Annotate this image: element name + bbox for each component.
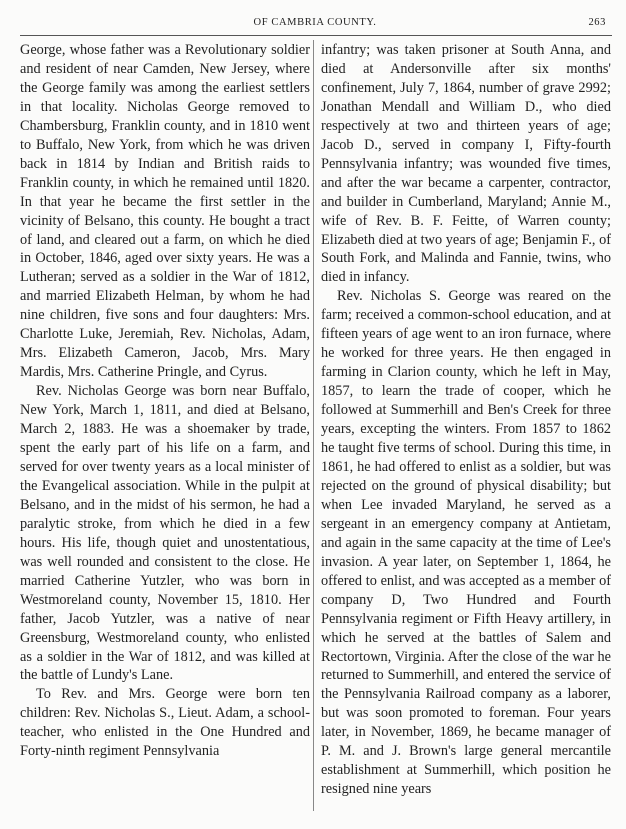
paragraph: Rev. Nicholas George was born near Buffalo, New York, March 1, 1811, and died at Belsano, March 2, 1883. He was a shoemaker by trade, spent the early part of his life on a farm, and served for over twenty years as a local minister of the Evangelical association. While in the pulpit at Belsano, and in the midst of his sermon, he had a paralytic stroke, from which he died in a few hours. His life, though quiet and unostentatious, was well rounded and consistent to the close. He married Catherine Yutzler, who was born in Westmoreland county, November 15, 1810. Her father, Jacob Yutzler, was a native of near Greensburg, Westmoreland county, who enlisted as a soldier in the War of 1812, and was killed at the battle of Lundy's Lane. <box>20 383 310 684</box>
running-title: OF CAMBRIA COUNTY. <box>253 17 377 28</box>
paragraph: George, whose father was a Revolutionary soldier and resident of near Camden, New Jersey, where the George family was among the earliest settlers in that locality. Nicholas George removed to Chambersburg, Franklin county, and in 1810 went to Buffalo, New York, from which he was driven back in 1814 by Indian and British raids to Franklin county, in which he remained until 1820. In that year he became the first settler in the vicinity of Belsano, this county. He bought a tract of land, and cleared out a farm, on which he died in October, 1846, aged over sixty years. He was a Lutheran; served as a soldier in the War of 1812, and married Elizabeth Helman, by whom he had nine children, five sons and four daughters: Mrs. Charlotte Luke, Jeremiah, Rev. Nicholas, Adam, Mrs. Elizabeth Cameron, Jacob, Mrs. Mary Mardis, Mrs. Catherine Pringle, and Cyrus. <box>20 42 310 381</box>
paragraph: infantry; was taken prisoner at South Anna, and died at Andersonville after six months' confinement, July 7, 1864, number of grave 2992; Jonathan Mendall and William D., who died respectively at two and thirteen years of age; Jacob D., served in company I, Fifty-fourth Pennsylvania infantry; was wounded five times, and after the war became a carpenter, contractor, and builder in Cumberland, Maryland; Annie M., wife of Rev. B. F. Feitte, of Warren county; Elizabeth died at two years of age; Benjamin F., of South Fork, and Malinda and Fannie, twins, who died in infancy. <box>321 42 611 286</box>
column-divider <box>313 40 314 811</box>
paragraph: Rev. Nicholas S. George was reared on the farm; received a common-school education, and at fifteen years of age went to an iron furnace, where he worked for three years. He then engaged in farming in Clarion county, which he left in May, 1857, to learn the trade of cooper, which he followed at Summerhill and Ben's Creek for three years, excepting the winters. From 1857 to 1862 he taught five terms of school. During this time, in 1861, he had offered to enlist as a soldier, but was rejected on the ground of physical disability; but when Lee invaded Maryland, he served as a sergeant in an emergency company at Antietam, and again in the same capacity at the time of Lee's invasion. A year later, on September 1, 1864, he offered to enlist, and was accepted as a member of company D, Two Hundred and Fourth Pennsylvania regiment or Fifth Heavy artillery, in which he served at the battles of Salem and Rectortown, Virginia. After the close of the war he returned to Summerhill, and entered the service of the Pennsylvania Railroad company as a laborer, but was soon promoted to foreman. Four years later, in November, 1869, he became manager of P. M. and J. Brown's large general mercantile establishment at Summerhill, which position he resigned nine years <box>321 288 611 798</box>
paragraph: To Rev. and Mrs. George were born ten children: Rev. Nicholas S., Lieut. Adam, a school-teacher, who enlisted in the One Hundred and Forty-ninth regiment Pennsylvania <box>20 686 310 760</box>
page-number: 263 <box>588 17 606 28</box>
page-header <box>20 14 610 32</box>
left-column <box>20 41 310 761</box>
header-rule <box>20 35 612 36</box>
right-column <box>321 41 611 799</box>
